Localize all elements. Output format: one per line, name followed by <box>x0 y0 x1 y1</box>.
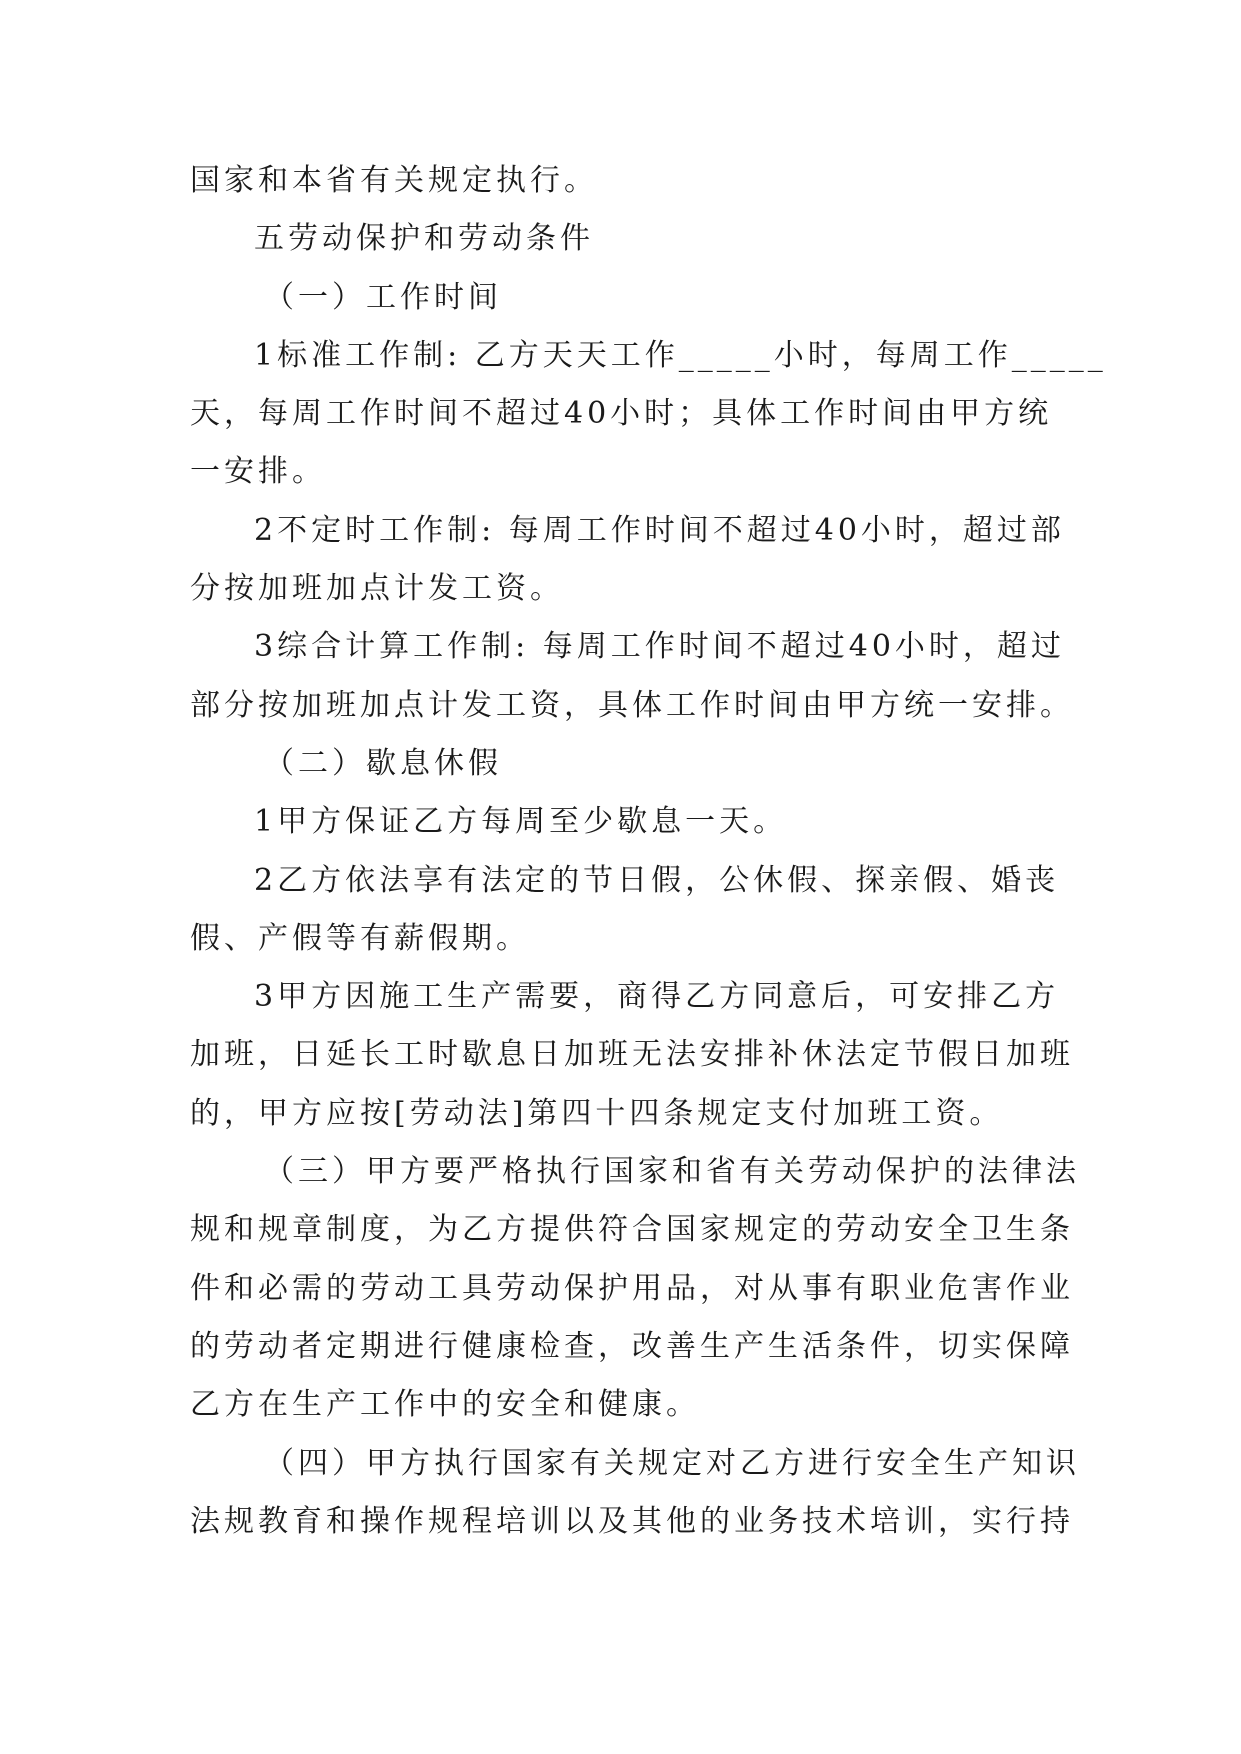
text-line-8: 分按加班加点计发工资。 <box>190 571 564 607</box>
text-line-5: 天，每周工作时间不超过40小时；具体工作时间由甲方统 <box>190 396 1053 432</box>
text-line-19: 规和规章制度，为乙方提供符合国家规定的劳动安全卫生条 <box>190 1212 1074 1248</box>
text-line-18: （三）甲方要严格执行国家和省有关劳动保护的法律法 <box>264 1154 1080 1190</box>
text-line-15: 3甲方因施工生产需要，商得乙方同意后，可安排乙方 <box>254 979 1060 1015</box>
text-line-7: 2不定时工作制: 每周工作时间不超过40小时，超过部 <box>254 512 1065 548</box>
text-line-9: 3综合计算工作制: 每周工作时间不超过40小时，超过 <box>254 629 1065 665</box>
document-body <box>190 152 1107 1551</box>
text-line-6: 一安排。 <box>190 454 326 490</box>
text-line-24: 法规教育和操作规程培训以及其他的业务技术培训，实行持 <box>190 1503 1074 1539</box>
text-line-21: 的劳动者定期进行健康检查，改善生产生活条件，切实保障 <box>190 1328 1074 1364</box>
text-line-14: 假、产假等有薪假期。 <box>190 920 530 956</box>
text-line-1: 国家和本省有关规定执行。 <box>190 163 598 198</box>
text-line-4: 1标准工作制: 乙方天天工作_____小时，每周工作_____ <box>254 337 1107 373</box>
text-line-23: （四）甲方执行国家有关规定对乙方进行安全生产知识 <box>264 1445 1080 1481</box>
subheading-working-hours: （一）工作时间 <box>264 279 502 315</box>
text-line-22: 乙方在生产工作中的安全和健康。 <box>190 1387 700 1423</box>
subheading-rest-leave: （二）歇息休假 <box>264 745 502 781</box>
text-line-13: 2乙方依法享有法定的节日假，公休假、探亲假、婚丧 <box>254 862 1060 898</box>
text-line-10: 部分按加班加点计发工资，具体工作时间由甲方统一安排。 <box>190 687 1074 723</box>
text-line-16: 加班，日延长工时歇息日加班无法安排补休法定节假日加班 <box>190 1037 1074 1073</box>
text-line-12: 1甲方保证乙方每周至少歇息一天。 <box>254 804 788 840</box>
text-line-17: 的，甲方应按[劳动法]第四十四条规定支付加班工资。 <box>190 1095 1004 1131</box>
text-line-20: 件和必需的劳动工具劳动保护用品，对从事有职业危害作业 <box>190 1270 1074 1306</box>
section-heading-5: 五劳动保护和劳动条件 <box>254 221 594 257</box>
